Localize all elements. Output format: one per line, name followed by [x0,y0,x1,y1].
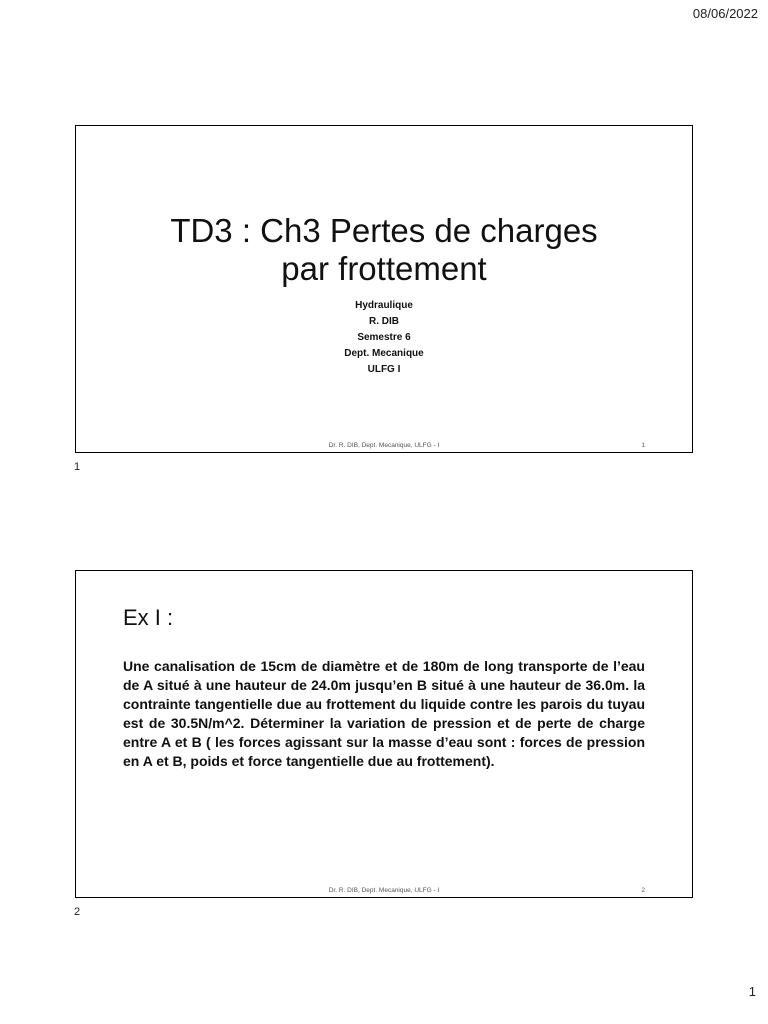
course-name: Hydraulique [355,300,413,311]
semester: Semestre 6 [357,332,411,343]
slide-footer-text: Dr. R. DIB, Dept. Mecanique, ULFG - I [328,887,440,894]
print-date: 08/06/2022 [692,6,758,21]
slide-label-1: 1 [74,461,81,473]
university: ULFG I [367,364,401,375]
slide-footer-text: Dr. R. DIB, Dept. Mecanique, ULFG - I [328,442,440,449]
slide-subtitle-block [76,298,692,378]
slide-footer-number: 2 [641,887,645,894]
slide-title [76,212,692,288]
slide-title-line-2: par frottement [281,250,487,287]
slide-1 [75,125,693,453]
page-number: 1 [748,984,756,999]
slide-footer-number: 1 [641,442,645,449]
department: Dept. Mecanique [344,348,424,359]
slide-label-2: 2 [74,906,81,918]
slide-2 [75,570,693,898]
author-name: R. DIB [369,316,399,327]
exercise-heading: Ex I : [123,605,174,630]
slide-title-line-1: TD3 : Ch3 Pertes de charges [170,212,598,249]
exercise-body: Une canalisation de 15cm de diamètre et de 180m de long transporte de l’eau de A situé à une hauteur de 24.0m jusqu’en B situé à une hauteur de 36.0m. la contrainte tangentielle due au frottement du liquide contre les parois du tuyau est de 30.5N/m^2. Déterminer la variation de pression et de perte de charge entre A et B ( les forces agissant sur la masse d’eau sont : forces de pression en A et B, poids et force tangentielle due au frottement). [123,658,645,769]
